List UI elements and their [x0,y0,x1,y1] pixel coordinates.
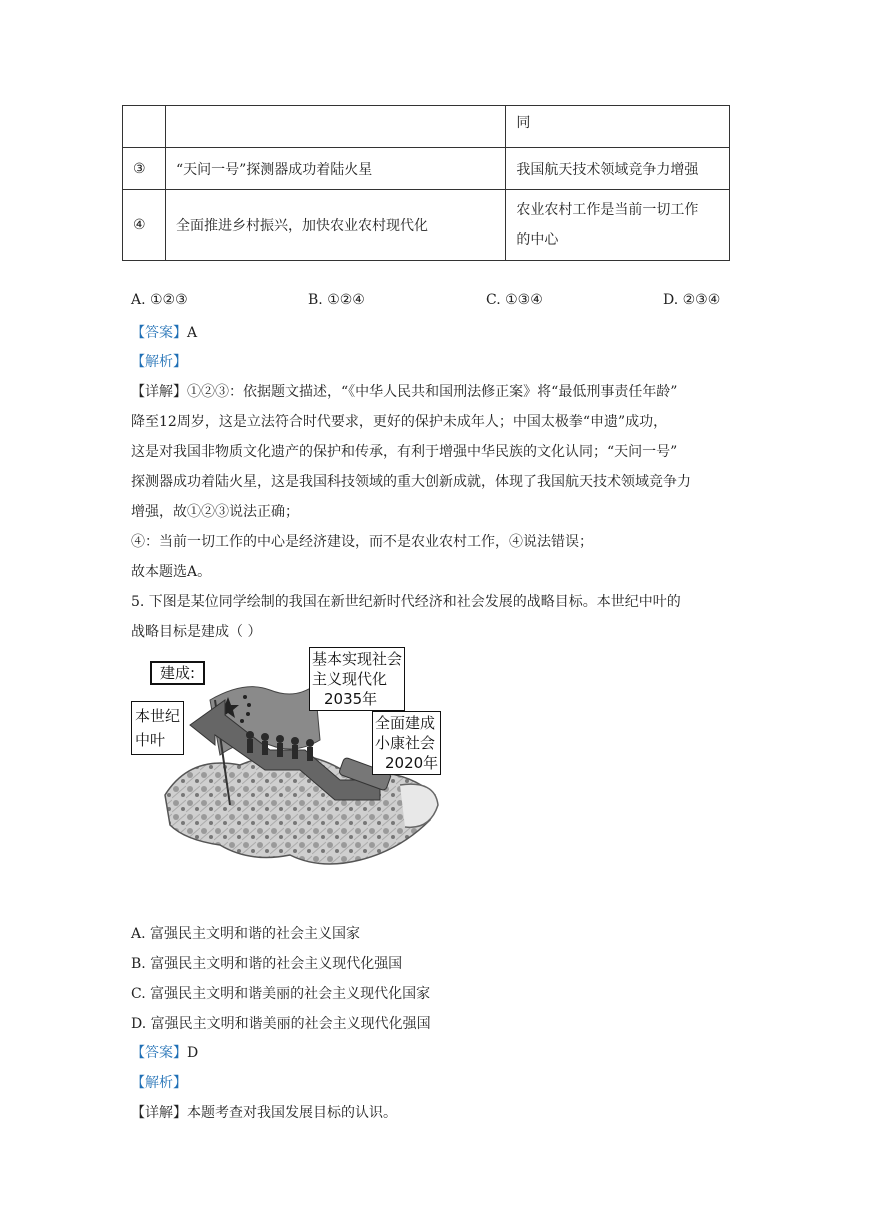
row-event: 全面推进乡村振兴，加快农业农村现代化 [165,190,505,261]
analysis-tag: 【解析】 [131,354,187,370]
row-number: ③ [123,148,166,190]
row-reason: 我国航天技术领域竞争力增强 [506,148,730,190]
detail-text: 本题考查对我国发展目标的认识。 [187,1105,397,1121]
row-reason: 同 [506,106,730,148]
label-line: 2035年 [324,690,378,708]
option-a: A. ①②③ [131,292,188,308]
row-number: ④ [123,190,166,261]
option-c: C. ①③④ [486,292,543,308]
table-row [123,190,730,261]
detail-line: 探测器成功着陆火星，这是我国科技领域的重大创新成就，体现了我国航天技术领域竞争力 [131,474,691,490]
answer-line [131,322,197,342]
option-c: C. 富强民主文明和谐美丽的社会主义现代化国家 [131,986,431,1002]
row-reason-line: 的中心 [516,232,559,248]
answer-tag: 【答案】 [131,325,187,341]
label-line: 主义现代化 [312,670,388,688]
option-d: D. 富强民主文明和谐美丽的社会主义现代化强国 [131,1016,431,1032]
answer-value: D [187,1045,199,1061]
label-line: 中叶 [135,731,166,749]
analysis-tag: 【解析】 [131,1075,187,1091]
detail-line: 降至12周岁，这是立法符合时代要求，更好的保护未成年人；中国太极拳“申遗”成功， [131,414,668,430]
answer-tag: 【答案】 [131,1045,187,1061]
label-mid-century [131,701,184,755]
label-build: 建成: [150,661,205,685]
option-d: D. ②③④ [663,292,721,308]
option-a: A. 富强民主文明和谐的社会主义国家 [131,926,361,942]
detail-line: ④：当前一切工作的中心是经济建设，而不是农业农村工作，④说法错误； [131,534,593,550]
detail-line: 这是对我国非物质文化遗产的保护和传承，有利于增强中华民族的文化认同；“天问一号” [131,444,678,460]
label-line: 全面建成 [375,714,436,732]
events-table [122,105,730,261]
detail-tag: 【详解】 [131,384,187,400]
label-line: 小康社会 [375,734,436,752]
detail-line [131,381,677,401]
row-event: “天问一号”探测器成功着陆火星 [165,148,505,190]
detail-line: 故本题选A。 [131,564,212,580]
label-line: 2020年 [385,754,439,772]
scroll-end [400,784,438,827]
detail-line [131,1102,397,1122]
detail-tag: 【详解】 [131,1105,187,1121]
row-event [165,106,505,148]
answer-value: A [187,325,198,341]
strategy-illustration [130,645,450,875]
label-line: 本世纪 [135,707,181,725]
table-row [123,106,730,148]
row-number [123,106,166,148]
table-row [123,148,730,190]
option-b: B. 富强民主文明和谐的社会主义现代化强国 [131,956,403,972]
label-2035 [309,647,405,711]
option-b: B. ①②④ [308,292,365,308]
answer-line [131,1042,198,1062]
question-stem: 战略目标是建成（ ） [131,624,262,640]
label-line: 基本实现社会 [312,650,403,668]
detail-text: ①②③：依据题文描述，“《中华人民共和国刑法修正案》将“最低刑事责任年龄” [187,384,678,400]
row-reason [506,190,730,261]
detail-line: 增强，故①②③说法正确； [131,504,299,520]
label-2020 [372,711,441,775]
row-reason-line: 农业农村工作是当前一切工作 [516,202,699,218]
question-stem: 5. 下图是某位同学绘制的我国在新世纪新时代经济和社会发展的战略目标。本世纪中叶的 [131,594,681,610]
